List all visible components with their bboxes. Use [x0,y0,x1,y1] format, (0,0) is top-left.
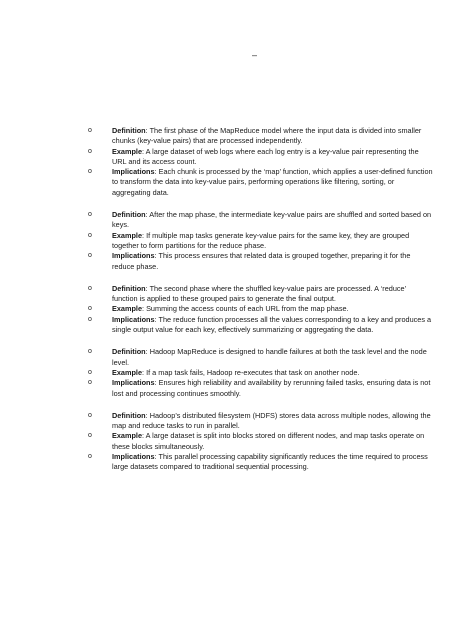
item-text: : If a map task fails, Hadoop re-executes that task on another node. [142,367,360,377]
item-term: Example [112,367,143,377]
item-text: : A large dataset of web logs where each log entry is a key-value pair representing the URL and its access count. [112,146,419,166]
list-item-example [88,431,433,452]
item-term: Example [112,431,143,441]
section-shuffle-sort [88,210,433,272]
item-term: Implications [112,251,155,261]
item-term: Implications [112,452,155,462]
item-text: : The first phase of the MapReduce model where the input data is divided into smaller chunks (key-value pairs) that are processed independently. [112,126,422,146]
list-item-implications [88,314,433,336]
list-item-example [88,230,433,252]
item-term: Example [112,146,143,156]
item-text: : Ensures high reliability and availability by rerunning failed tasks, ensuring data is not lost and processing continues smoothly. [112,378,431,398]
list-item-example [88,367,433,378]
item-term: Definition [112,347,146,357]
bullet-icon: o [88,368,92,376]
item-term: Example [112,230,143,240]
list-item-definition [88,283,433,305]
item-text: : Each chunk is processed by the ‘map’ function, which applies a user-defined function to transform the data into key-value pairs, performing operations like filtering, sorting, or aggregating data. [112,167,433,197]
item-term: Example [112,304,143,314]
item-text: : Hadoop MapReduce is designed to handle failures at both the task level and the node level. [112,347,427,367]
bullet-icon: o [88,348,92,356]
list-item-example [88,304,433,314]
bullet-icon: o [88,453,92,461]
bullet-icon: o [88,252,92,260]
item-text: : The second phase where the shuffled key-value pairs are processed. A ‘reduce’ function is applied to these grouped pairs to generate the final output. [112,283,406,304]
item-term: Definition [112,126,146,135]
section-reduce-phase [88,283,433,335]
section-data-locality [88,410,433,473]
item-term: Implications [112,167,155,177]
item-term: Definition [112,410,146,420]
item-text: : This parallel processing capability significantly reduces the time required to process large datasets compared to traditional sequential processing. [112,452,428,472]
bullet-icon: o [88,231,92,239]
item-term: Implications [112,378,155,388]
item-text: : After the map phase, the intermediate key-value pairs are shuffled and sorted based on keys. [112,210,432,230]
section-map-phase [88,126,433,198]
bullet-icon: o [88,284,92,292]
bullet-icon: o [88,147,92,155]
list-item-implications [88,452,433,473]
item-term: Implications [112,314,155,324]
item-term: Definition [112,283,146,293]
bullet-icon: o [88,211,92,219]
bullet-icon: o [88,127,92,134]
item-term: Definition [112,210,146,220]
bullet-icon: o [88,315,92,323]
list-item-implications [88,167,433,198]
item-text: : This process ensures that related data is grouped together, preparing it for the reduce phase. [112,251,411,271]
list-item-implications [88,251,433,272]
bullet-icon: o [88,305,92,313]
section-fault-tolerance [88,347,433,398]
list-item-definition [88,410,433,432]
bullet-icon: o [88,168,92,176]
list-item-definition [88,210,433,231]
header-mark: – [252,50,258,60]
bullet-icon: o [88,379,92,387]
item-text: : Hadoop’s distributed filesystem (HDFS) stores data across multiple nodes, allowing the map and reduce tasks to run in parallel. [112,410,431,431]
list-item-implications [88,378,433,399]
item-text: : If multiple map tasks generate key-value pairs for the same key, they are grouped together to form partitions for the reduce phase. [112,230,410,250]
document-body [88,126,433,485]
bullet-icon: o [88,411,92,419]
list-item-example [88,146,433,168]
item-text: : A large dataset is split into blocks stored on different nodes, and map tasks operate on these blocks simultaneously. [112,431,425,451]
bullet-icon: o [88,432,92,440]
item-text: : Summing the access counts of each URL from the map phase. [142,304,349,314]
item-text: : The reduce function processes all the values corresponding to a key and produces a single output value for each key, effectively summarizing or aggregating the data. [112,314,432,335]
list-item-definition [88,126,433,147]
list-item-definition [88,347,433,368]
